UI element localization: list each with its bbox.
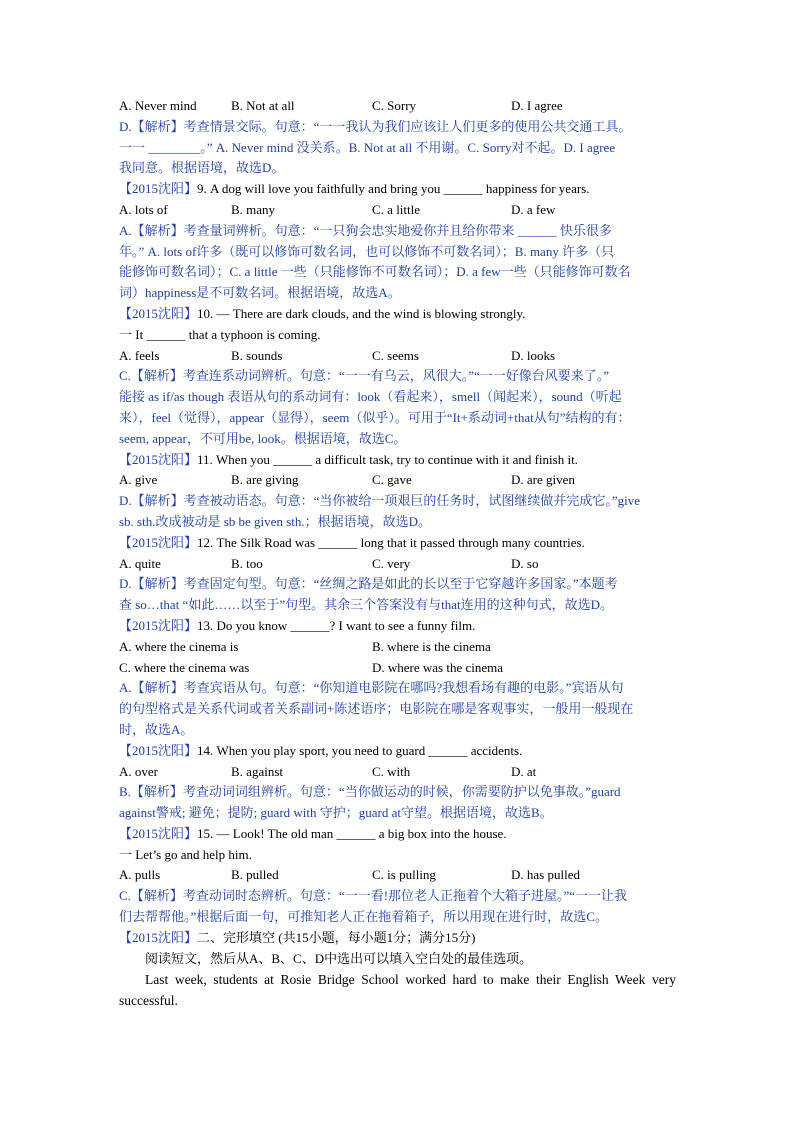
option: C. gave — [372, 472, 412, 488]
document-page — [119, 96, 676, 1011]
question-text: 10. — There are dark clouds, and the wind is blowing strongly. — [197, 305, 526, 321]
option: B. where is the cinema — [372, 638, 491, 654]
option: B. are giving — [231, 472, 299, 488]
option: C. where the cinema was — [119, 659, 250, 675]
explanation-line: sb. sth.改成被动是 sb be given sth.；根据语境，故选D。 — [119, 513, 432, 529]
source-tag: 【2015沈阳】 — [119, 534, 198, 550]
explanation-line: 查 so…that “如此……以至于”句型。其余三个答案没有与that连用的这种句式，故选D。 — [119, 597, 613, 613]
question-line — [119, 450, 676, 471]
explanation-line: C.【解析】考查动词时态辨析。句意：“一一看!那位老人正拖着个大箱子进屋。”“一一让我 — [119, 888, 628, 904]
explanation-line: A.【解析】考查量词辨析。句意：“一只狗会忠实地爱你并且给你带来 ______ 快乐很多 — [119, 222, 612, 238]
explanation-line: 一一 ________。” A. Never mind 没关系。B. Not at all 不用谢。C. Sorry对不起。D. I agree — [119, 139, 616, 155]
source-tag: 【2015沈阳】 — [119, 825, 198, 841]
explanation-line: B.【解析】考查动词词组辨析。句意：“当你做运动的时候，你需要防护以免事故。”guard — [119, 784, 621, 800]
option: A. where the cinema is — [119, 638, 239, 654]
answer-options — [119, 637, 676, 658]
source-tag: 【2015沈阳】 — [119, 742, 198, 758]
question-line — [119, 824, 676, 845]
explanation-line: 的句型格式是关系代词或者关系副词+陈述语序；电影院在哪是客观事实，一般用一般现在 — [119, 701, 634, 717]
answer-options — [119, 200, 676, 221]
option: D. so — [511, 555, 539, 571]
option: D. I agree — [511, 98, 563, 113]
question-line — [119, 533, 676, 554]
option: C. is pulling — [372, 867, 436, 883]
option: B. many — [231, 201, 276, 217]
explanation-line: against警戒; 避免；提防; guard with 守护；guard at守望。根据语境，故选B。 — [119, 805, 553, 821]
option: A. quite — [119, 555, 161, 571]
question-line — [119, 304, 676, 325]
explanation-line: 们去帮帮他。”根据后面一句，可推知老人正在拖着箱子，所以用现在进行时，故选C。 — [119, 909, 608, 925]
option: D. at — [511, 763, 537, 779]
question-line — [119, 616, 676, 637]
explanation-line: 词）happiness是不可数名词。根据语境，故选A。 — [119, 285, 401, 301]
explanation-line: D.【解析】考查被动语态。句意：“当你被给一项艰巨的任务时，试图继续做并完成它。”give — [119, 493, 641, 509]
explanation-line: 我同意。根据语境，故选D。 — [119, 160, 285, 176]
option: C. with — [372, 763, 411, 779]
text-line: 一 It ______ that a typhoon is coming. — [119, 326, 321, 342]
option: A. pulls — [119, 867, 161, 883]
option: A. give — [119, 472, 158, 488]
option: C. very — [372, 555, 411, 571]
explanation-line: C.【解析】考查连系动词辨析。句意：“一一有乌云，风很大。”“一一好像台风要来了。” — [119, 368, 610, 384]
answer-options — [119, 346, 676, 367]
source-tag: 【2015沈阳】 — [119, 617, 198, 633]
question-line — [119, 928, 676, 949]
explanation-line: D.【解析】考查固定句型。句意：“丝绸之路是如此的长以至于它穿越许多国家。”本题考 — [119, 576, 618, 592]
option: A. lots of — [119, 201, 168, 217]
option: D. where was the cinema — [372, 659, 504, 675]
question-text: 15. — Look! The old man ______ a big box into the house. — [197, 825, 507, 841]
explanation-line: 时，故选A。 — [119, 721, 194, 737]
answer-options — [119, 658, 676, 679]
answer-options — [119, 554, 676, 575]
question-text: 14. When you play sport, you need to guard ______ accidents. — [197, 742, 523, 758]
explanation-line: 能修饰可数名词）；C. a little 一些（只能修饰不可数名词）；D. a few一些（只能修饰可数名 — [119, 264, 631, 280]
instruction-line: 阅读短文，然后从A、B、C、D中选出可以填入空白处的最佳选项。 — [145, 950, 533, 966]
option: A. over — [119, 763, 158, 779]
answer-options — [119, 96, 676, 117]
explanation-line: seem, appear，不可用be, look。根据语境，故选C。 — [119, 430, 407, 446]
answer-options — [119, 762, 676, 783]
source-tag: 【2015沈阳】 — [119, 181, 198, 197]
option: A. feels — [119, 347, 160, 363]
option: B. against — [231, 763, 283, 779]
option: C. Sorry — [372, 98, 417, 113]
option: D. a few — [511, 201, 556, 217]
source-tag: 【2015沈阳】 — [119, 929, 198, 945]
question-text: 二、完形填空 (共15小题，每小题1分；满分15分) — [197, 929, 476, 945]
question-text: 12. The Silk Road was ______ long that it passed through many countries. — [197, 534, 585, 550]
answer-options — [119, 470, 676, 491]
option: B. too — [231, 555, 263, 571]
explanation-line: 能接 as if/as though 表语从句的系动词有：look（看起来），smell（闻起来），sound（听起 — [119, 389, 622, 405]
option: B. Not at all — [231, 98, 295, 113]
option: D. are given — [511, 472, 575, 488]
passage-paragraph: Last week, students at Rosie Bridge School worked hard to make their English Week very successful. — [119, 972, 676, 1009]
explanation-line: D.【解析】考查情景交际。句意：“一一我认为我们应该让人们更多的使用公共交通工具。 — [119, 118, 632, 134]
text-line: 一 Let’s go and help him. — [119, 846, 252, 862]
explanation-line: 年。” A. lots of许多（既可以修饰可数名词，也可以修饰不可数名词）；B. many 许多（只 — [119, 243, 615, 259]
option: C. seems — [372, 347, 419, 363]
question-line — [119, 741, 676, 762]
option: C. a little — [372, 201, 421, 217]
explanation-line: 来），feel（觉得），appear（显得），seem（似乎）。可用于“It+系动词+that从句”结构的有： — [119, 409, 631, 425]
source-tag: 【2015沈阳】 — [119, 451, 198, 467]
option: D. looks — [511, 347, 556, 363]
answer-options — [119, 865, 676, 886]
question-line — [119, 179, 676, 200]
option: B. pulled — [231, 867, 279, 883]
source-tag: 【2015沈阳】 — [119, 305, 198, 321]
question-text: 9. A dog will love you faithfully and bring you ______ happiness for years. — [197, 181, 590, 197]
explanation-line: A.【解析】考查宾语从句。句意：“你知道电影院在哪吗?我想看场有趣的电影。”宾语从句 — [119, 680, 624, 696]
option: B. sounds — [231, 347, 283, 363]
question-text: 11. When you ______ a difficult task, try to continue with it and finish it. — [197, 451, 578, 467]
option: A. Never mind — [119, 98, 197, 113]
question-text: 13. Do you know ______? I want to see a funny film. — [197, 617, 476, 633]
option: D. has pulled — [511, 867, 580, 883]
